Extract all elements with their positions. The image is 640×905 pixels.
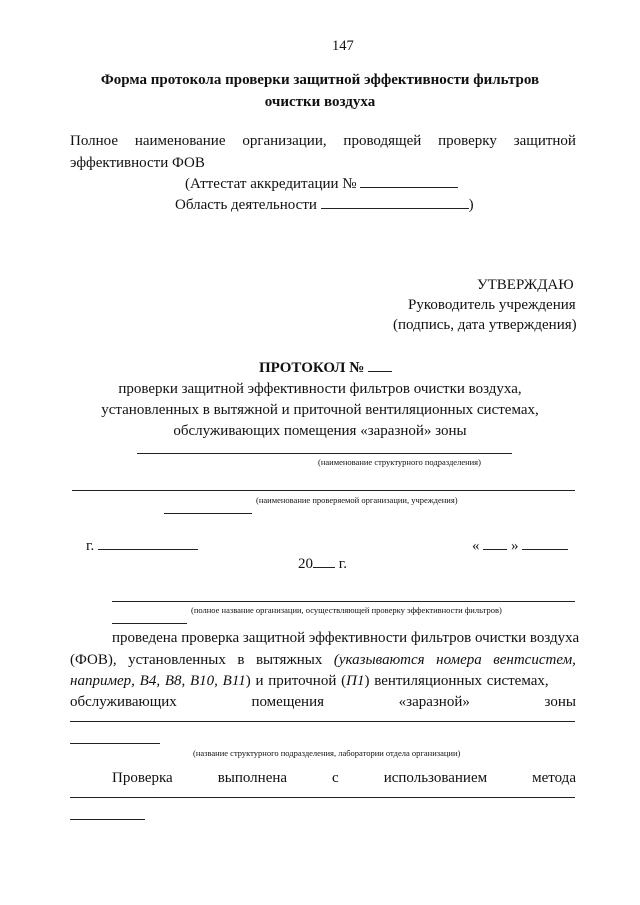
lab-blank-line[interactable] [70, 721, 575, 722]
body-word: «заразной» [398, 694, 470, 710]
body-line3 [70, 673, 549, 690]
vent-example: например, В4, В8, В10, В11 [70, 673, 246, 689]
protocol-heading-text: ПРОТОКОЛ № [259, 360, 365, 376]
org-word: наименование [134, 133, 226, 149]
day-blank[interactable] [483, 548, 507, 550]
form-title-line2: очистки воздуха [264, 94, 376, 110]
page-number: 147 [332, 38, 354, 54]
org-word: проверку [438, 133, 497, 149]
quote-close: » [511, 538, 519, 554]
subdivision-caption: (наименование структурного подразделения) [318, 457, 481, 467]
protocol-heading [259, 360, 392, 377]
checked-org-blank-line-2[interactable] [164, 513, 252, 514]
city-field [86, 538, 198, 555]
org-intro-line2: эффективности ФОВ [70, 155, 205, 171]
body-word: (ФОВ), [70, 652, 117, 668]
lab-blank-line-2[interactable] [70, 743, 160, 744]
body-word: с [332, 770, 339, 786]
year-blank[interactable] [313, 566, 335, 568]
protocol-number-blank[interactable] [368, 370, 392, 372]
approve-word: УТВЕРЖДАЮ [477, 277, 574, 293]
org-word: Полное [70, 133, 118, 149]
year-suffix: г. [338, 556, 347, 572]
accreditation-number-blank[interactable] [360, 186, 458, 188]
protocol-line2: установленных в вытяжной и приточной вентиляционных системах, [101, 402, 539, 418]
checked-org-caption: (наименование проверяемой организации, учреждения) [256, 495, 458, 505]
full-org-caption: (полное название организации, осуществляющей проверку эффективности фильтров) [191, 605, 502, 615]
body-word: зоны [544, 694, 576, 710]
method-blank-line-2[interactable] [70, 819, 145, 820]
body-word: Проверка [112, 770, 173, 786]
year-prefix: 20 [298, 556, 313, 572]
body-text: ) и приточной ( [245, 673, 347, 689]
checked-org-blank-line[interactable] [72, 490, 575, 491]
body-word: обслуживающих [70, 694, 177, 710]
org-word: проводящей [343, 133, 422, 149]
activity-paren: ) [468, 197, 474, 213]
accreditation-line [185, 176, 458, 193]
full-org-blank-line[interactable] [112, 601, 575, 602]
body-word: (указываются [333, 652, 425, 668]
city-blank[interactable] [98, 548, 198, 550]
lab-caption: (название структурного подразделения, лаборатории отдела организации) [193, 748, 461, 758]
year-field [298, 556, 347, 573]
body-line5 [112, 770, 576, 787]
approve-signature: (подпись, дата утверждения) [393, 317, 577, 333]
quote-open: « [472, 538, 480, 554]
body-line2 [70, 652, 576, 669]
full-org-blank-line-2[interactable] [112, 623, 187, 624]
org-word: организации, [242, 133, 327, 149]
protocol-line1: проверки защитной эффективности фильтров очистки воздуха, [118, 381, 522, 397]
body-word: вентсистем, [493, 652, 576, 668]
approve-role: Руководитель учреждения [408, 297, 576, 313]
body-word: в [237, 652, 245, 668]
body-line1: проведена проверка защитной эффективности фильтров очистки воздуха [112, 630, 580, 646]
body-word: номера [436, 652, 482, 668]
vent-p1: П1 [346, 673, 365, 689]
city-prefix: г. [86, 538, 95, 554]
body-line4 [70, 694, 576, 711]
body-word: использованием [383, 770, 488, 786]
activity-blank[interactable] [321, 207, 469, 209]
body-word: выполнена [217, 770, 288, 786]
body-word: вытяжных [255, 652, 323, 668]
activity-line [175, 197, 474, 214]
body-text: ) вентиляционных системах, [364, 673, 549, 689]
body-word: установленных [128, 652, 226, 668]
month-blank[interactable] [522, 548, 568, 550]
org-word: защитной [513, 133, 576, 149]
activity-label: Область деятельности [175, 197, 317, 213]
subdivision-blank-line[interactable] [137, 453, 512, 454]
body-word: помещения [251, 694, 324, 710]
method-blank-line[interactable] [70, 797, 575, 798]
form-title-line1: Форма протокола проверки защитной эффективности фильтров [100, 72, 540, 88]
date-day-month-field [472, 538, 568, 555]
body-word: метода [532, 770, 576, 786]
org-intro-line1 [70, 133, 576, 150]
accreditation-label: (Аттестат аккредитации № [185, 176, 357, 192]
protocol-line3: обслуживающих помещения «заразной» зоны [173, 423, 467, 439]
